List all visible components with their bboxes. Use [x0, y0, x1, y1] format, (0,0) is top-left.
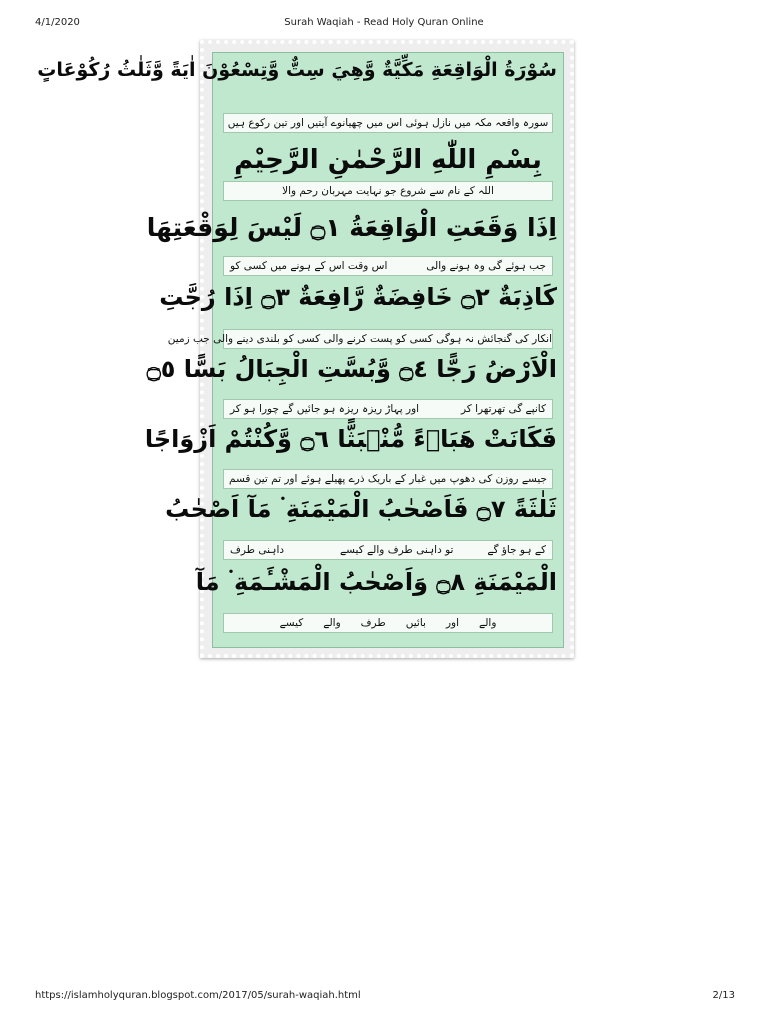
verse-line-3: الْاَرْضُ رَجًّا ۝٤ وَّبُسَّتِ الْجِبَالُ بَسًّا ۝٥ — [146, 355, 557, 383]
translation-mid: تو داہنی طرف والے کیسے — [340, 544, 454, 556]
translation-right: جب ہوئے گی وہ ہونے والی — [426, 260, 546, 272]
verse-line-2-translation: انکار کی گنجائش نہ ہوگی کسی کو پست کرنے والی کسی کو بلندی دینے والی جب زمین — [223, 329, 553, 349]
print-date: 4/1/2020 — [35, 17, 80, 28]
verse-line-6-translation: والے اور بائیں طرف والے کیسے — [223, 613, 553, 633]
translation-left: اس وقت اس کے ہونے میں کسی کو — [230, 260, 388, 272]
verse-line-3-translation — [223, 399, 553, 419]
verse-line-1: اِذَا وَقَعَتِ الْوَاقِعَةُ ۝١ لَيْسَ لِوَقْعَتِهَا — [146, 213, 557, 242]
intro-translation: سورہ واقعہ مکہ میں نازل ہوئی اس میں چھیانوے آیتیں اور تین رکوع ہیں — [223, 113, 553, 133]
translation-right: کانپے گی تھرتھرا کر — [460, 403, 546, 415]
verse-line-1-translation — [223, 256, 553, 276]
bismillah-translation: اللہ کے نام سے شروع جو نہایت مہربان رحم والا — [223, 181, 553, 201]
translation-right: کے ہو جاؤ گے — [487, 544, 546, 556]
bismillah: بِسْمِ اللّٰهِ الرَّحْمٰنِ الرَّحِيْمِ — [234, 145, 542, 175]
surah-heading: سُوْرَةُ الْوَاقِعَةِ مَكِّيَّةٌ وَّهِيَ سِتٌّ وَّتِسْعُوْنَ اٰيَةً وَّثَلٰثُ رُكُوْعَاتٍ — [37, 59, 557, 81]
page-number: 2/13 — [712, 990, 735, 1001]
verse-line-4-translation: جیسے روزن کی دھوپ میں غبار کے باریک ذرے پھیلے ہوئے اور تم تین قسم — [223, 469, 553, 489]
quran-text-panel — [37, 52, 564, 648]
verse-line-5: ثَلٰثَةً ۝٧ فَاَصْحٰبُ الْمَيْمَنَةِ ۬ مَآ اَصْحٰبُ — [165, 495, 557, 523]
page-title: Surah Waqiah - Read Holy Quran Online — [284, 17, 484, 28]
translation-left: داہنی طرف — [230, 544, 285, 556]
translation-left: اور پہاڑ ریزہ ریزہ ہو جائیں گے چورا ہو کر — [230, 403, 420, 415]
verse-line-4: فَكَانَتْ هَبَاۗءً مُّنْۢبَثًّا ۝٦ وَّكُنْتُمْ اَزْوَاجًا — [144, 425, 557, 453]
verse-line-2: كَاذِبَةٌ ۝٢ خَافِضَةٌ رَّافِعَةٌ ۝٣ اِذَا رُجَّتِ — [159, 283, 557, 311]
print-header — [0, 0, 768, 30]
scanned-quran-page — [37, 40, 574, 658]
verse-line-5-translation — [223, 540, 553, 560]
verse-line-6: الْمَيْمَنَةِ ۝٨ وَاَصْحٰبُ الْمَشْـَٔمَةِ ۬ مَآ — [195, 568, 557, 596]
page-url: https://islamholyquran.blogspot.com/2017/05/surah-waqiah.html — [35, 990, 361, 1001]
